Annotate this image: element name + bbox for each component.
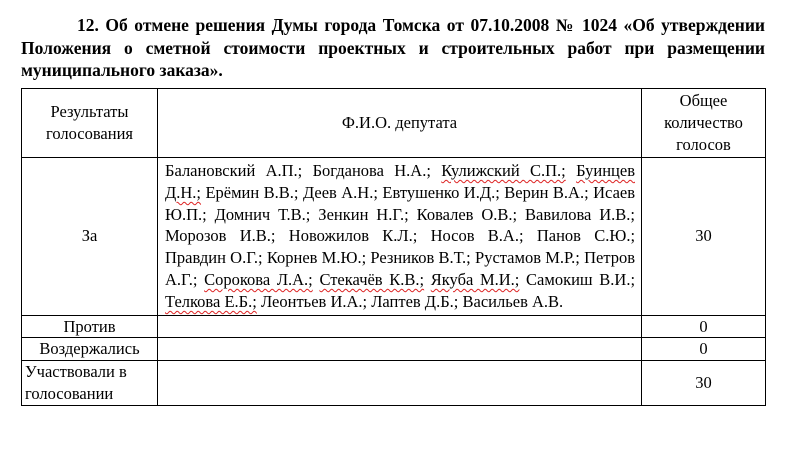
header-total: Общее количество голосов <box>642 89 766 158</box>
header-result: Результаты голосования <box>22 89 158 158</box>
deputy-name: Корнев М.Ю.; <box>266 248 367 268</box>
deputy-names-abstained <box>158 338 642 361</box>
total-for: 30 <box>642 158 766 316</box>
deputy-name: Кулижский С.П.; <box>441 161 566 180</box>
table-row-for <box>22 158 766 316</box>
table-header-row <box>22 89 766 158</box>
deputy-name: Балановский А.П.; <box>165 161 303 180</box>
table-row-abstained <box>22 338 766 361</box>
deputy-name: Телкова Е.Б.; <box>165 291 257 311</box>
total-against: 0 <box>642 315 766 338</box>
deputy-name: Исаев Ю.П.; <box>165 182 636 224</box>
deputy-name: Сорокова Л.А.; <box>204 269 313 289</box>
table-row-against <box>22 315 766 338</box>
result-abstained: Воздержались <box>22 338 158 361</box>
deputy-names-for <box>158 158 642 316</box>
deputy-name: Деев А.Н.; <box>302 182 378 202</box>
voting-results-table <box>21 88 766 406</box>
deputy-name: Новожилов К.Л.; <box>288 226 418 246</box>
deputy-name: Леонтьев И.А.; <box>260 291 368 311</box>
deputy-name: Рустамов М.Р.; <box>475 248 580 268</box>
deputy-name: Петров А.Г.; <box>165 248 636 289</box>
deputy-names-participated <box>158 361 642 406</box>
deputy-name: Самокиш В.И.; <box>526 269 636 289</box>
result-against: Против <box>22 315 158 338</box>
deputy-name: Верин В.А.; <box>504 182 589 202</box>
deputy-name: Правдин О.Г.; <box>165 248 263 268</box>
deputy-name: Якуба М.И.; <box>430 269 520 289</box>
result-participated: Участвовали в голосовании <box>22 361 158 406</box>
deputy-name: Резников В.Т.; <box>370 248 471 268</box>
deputy-name: Васильев А.В. <box>462 291 564 311</box>
total-abstained: 0 <box>642 338 766 361</box>
result-for: За <box>22 158 158 316</box>
deputy-name: Буинцев Д.Н.; <box>165 161 635 202</box>
heading-number: 12. <box>77 15 99 35</box>
table-row-participated <box>22 361 766 406</box>
deputy-name: Евтушенко И.Д.; <box>382 182 500 202</box>
deputy-name: Ерёмин В.В.; <box>205 182 299 202</box>
resolution-heading <box>21 14 765 82</box>
deputy-name: Морозов И.В.; <box>165 226 276 246</box>
deputy-name: Носов В.А.; <box>430 226 524 246</box>
deputy-name: Домнич Т.В.; <box>214 204 311 224</box>
deputy-name: Панов С.Ю.; <box>536 226 636 246</box>
total-participated: 30 <box>642 361 766 406</box>
deputy-name: Зенкин Н.Г.; <box>318 204 409 224</box>
deputy-name: Ковалев О.В.; <box>416 204 518 224</box>
deputy-name: Лаптев Д.Б.; <box>371 291 459 311</box>
heading-text: Об отмене решения Думы города Томска от 07.10.2008 № 1024 «Об утверждении Положения о сметной стоимости проектных и строительных работ при размещении муниципального заказа». <box>21 15 766 80</box>
header-fio: Ф.И.О. депутата <box>158 89 642 158</box>
deputy-name: Стекачёв К.В.; <box>319 269 425 289</box>
deputy-name: Богданова Н.А.; <box>312 161 431 180</box>
deputy-names-against <box>158 315 642 338</box>
deputy-name: Вавилова И.В.; <box>525 204 636 224</box>
